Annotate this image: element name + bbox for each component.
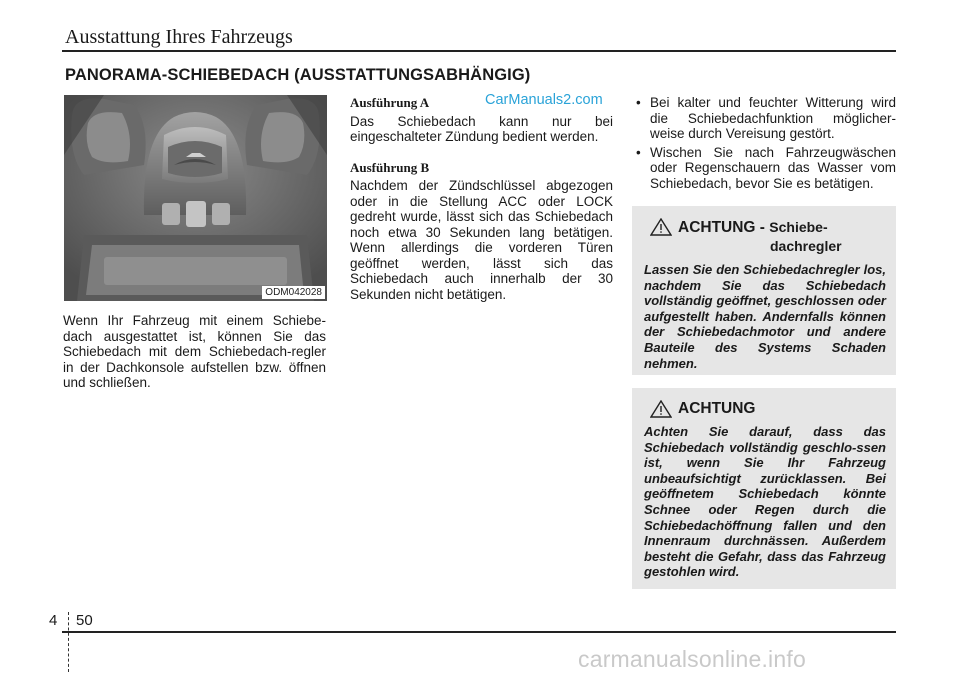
caution-box-closed-sunroof (632, 388, 896, 589)
caution-box-sunroof-control (632, 206, 896, 375)
watermark-link[interactable]: CarManuals2.com (485, 92, 603, 108)
caution-title (678, 400, 756, 418)
version-b-text: Nachdem der Zündschlüssel abgezogen oder in die Stellung ACC oder LOCK gedreht wurde, lässt sich das Schiebedach noch etwa 30 Sekunden lang betätigen. Wenn allerdings die vorderen Türen geöffnet werden, lässt sich das Schiebedach auch innerhalb der 30 Sekunden nicht betätigen. (350, 178, 613, 302)
page-number-separator (68, 612, 69, 672)
intro-paragraph: Wenn Ihr Fahrzeug mit einem Schiebe-dach ausgestattet ist, können Sie das Schiebedach mit dem Schiebedach-regler in der Dachkonsole aufstellen bzw. öffnen und schließen. (63, 313, 326, 390)
version-column (350, 95, 613, 302)
intro-column (63, 313, 326, 391)
version-a-heading: Ausführung A (350, 95, 430, 110)
sunroof-control-photo (64, 95, 327, 301)
chapter-number: 4 (49, 612, 58, 629)
caution-subject: Schiebe- (769, 219, 828, 235)
list-item (634, 145, 896, 192)
page-number: 50 (76, 612, 93, 629)
footer-divider (62, 631, 896, 633)
caution-header (644, 218, 886, 256)
list-item-text: Bei kalter und feuchter Witterung wird die Schiebedachfunktion möglicher-weise durch Vereisung gestört. (650, 95, 896, 141)
warning-triangle-icon (650, 218, 672, 236)
header-divider (62, 50, 896, 52)
list-item-text: Wischen Sie nach Fahrzeugwäschen oder Regenschauern das Wasser vom Schiebedach, bevor Sie es betätigen. (650, 144, 896, 191)
caution-label: ACHTUNG - (678, 219, 765, 236)
notes-column (634, 95, 896, 194)
version-a-text: Das Schiebedach kann nur bei eingeschalteter Zündung bedient werden. (350, 113, 613, 144)
list-item (634, 95, 896, 142)
version-b-heading: Ausführung B (350, 159, 430, 175)
caution-body: Achten Sie darauf, dass das Schiebedach vollständig geschlo-ssen ist, wenn Sie Ihr Fahrzeug unbeaufsichtigt zurücklassen. Bei geöffnetem Schiebedach könnte Schnee oder Regen durch die Schiebedachöffnung fallen und den Innenraum durchnässen. Außerdem besteht die Gefahr, dass das Fahrzeug gestohlen wird. (644, 424, 886, 580)
warning-triangle-icon (650, 400, 672, 418)
caution-header (644, 400, 886, 418)
caution-subject-continued: dachregler (770, 238, 842, 254)
bullet-icon: • (636, 95, 641, 110)
caution-label: ACHTUNG (678, 400, 756, 417)
footer-watermark[interactable]: carmanualsonline.info (578, 646, 806, 672)
caution-title (678, 218, 842, 256)
header-title: Ausstattung Ihres Fahrzeugs (65, 26, 293, 48)
notes-list (634, 95, 896, 191)
caution-body: Lassen Sie den Schiebedachregler los, nachdem Sie das Schiebedach vollständig geöffnet, geschlossen oder aufgestellt haben. Andernfalls können der Schiebedachmotor und andere Bauteile des Systems Schaden nehmen. (644, 262, 886, 371)
overhead-console-image (64, 95, 327, 301)
bullet-icon: • (636, 144, 641, 160)
image-code-label: ODM042028 (262, 286, 325, 299)
section-title: PANORAMA-SCHIEBEDACH (AUSSTATTUNGSABHÄNGIG) (65, 66, 531, 84)
